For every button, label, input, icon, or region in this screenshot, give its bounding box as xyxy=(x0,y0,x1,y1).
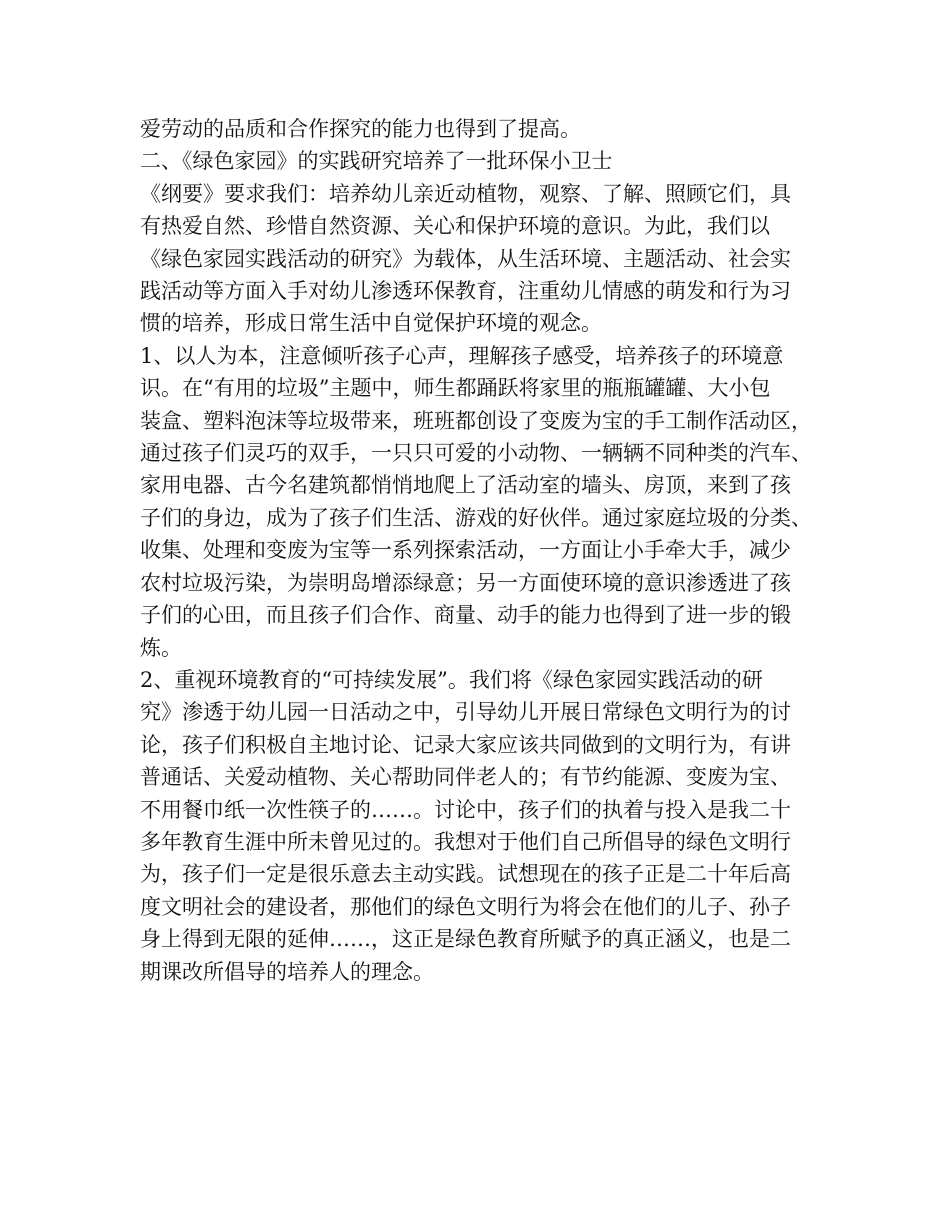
document-body xyxy=(140,113,830,988)
text-line: 《纲要》要求我们：培养幼儿亲近动植物，观察、了解、照顾它们，具 xyxy=(140,181,791,206)
section-heading: 二、《绿色家园》的实践研究培养了一批环保小卫士 xyxy=(140,149,613,174)
text-line: 装盒、塑料泡沫等垃圾带来，班班都创设了变废为宝的手工制作活动区， xyxy=(140,408,812,433)
text-line: 践活动等方面入手对幼儿渗透环保教育，注重幼儿情感的萌发和行为习 xyxy=(140,279,791,304)
text-line: 期课改所倡导的培养人的理念。 xyxy=(140,959,434,984)
text-line: 身上得到无限的延伸……，这正是绿色教育所赋予的真正涵义，也是二 xyxy=(140,927,791,952)
text-line: 多年教育生涯中所未曾见过的。我想对于他们自己所倡导的绿色文明行 xyxy=(140,829,791,854)
text-line: 家用电器、古今名建筑都悄悄地爬上了活动室的墙头、房顶，来到了孩 xyxy=(140,473,791,498)
text-line: 子们的身边，成为了孩子们生活、游戏的好伙伴。通过家庭垃圾的分类、 xyxy=(140,505,812,530)
text-line: 惯的培养，形成日常生活中自觉保护环境的观念。 xyxy=(140,311,602,336)
text-line: 究》渗透于幼儿园一日活动之中，引导幼儿开展日常绿色文明行为的讨 xyxy=(140,700,791,725)
text-line: 炼。 xyxy=(140,635,182,660)
text-line: 收集、处理和变废为宝等一系列探索活动，一方面让小手牵大手，减少 xyxy=(140,538,791,563)
text-line: 度文明社会的建设者，那他们的绿色文明行为将会在他们的儿子、孙子 xyxy=(140,894,791,919)
text-line: 子们的心田，而且孩子们合作、商量、动手的能力也得到了进一步的锻 xyxy=(140,603,791,628)
text-line: 2、重视环境教育的“可持续发展”。我们将《绿色家园实践活动的研 xyxy=(140,667,763,692)
text-line: 通过孩子们灵巧的双手，一只只可爱的小动物、一辆辆不同种类的汽车、 xyxy=(140,441,812,466)
text-line: 论，孩子们积极自主地讨论、记录大家应该共同做到的文明行为，有讲 xyxy=(140,732,791,757)
text-line: 识。在“有用的垃圾”主题中，师生都踊跃将家里的瓶瓶罐罐、大小包 xyxy=(140,376,771,401)
text-line: 普通话、关爱动植物、关心帮助同伴老人的；有节约能源、变废为宝、 xyxy=(140,765,791,790)
text-line: 爱劳动的品质和合作探究的能力也得到了提高。 xyxy=(140,117,581,141)
text-line: 1、以人为本，注意倾听孩子心声，理解孩子感受，培养孩子的环境意 xyxy=(140,343,784,368)
text-line: 不用餐巾纸一次性筷子的……。讨论中，孩子们的执着与投入是我二十 xyxy=(140,797,791,822)
text-line: 《绿色家园实践活动的研究》为载体，从生活环境、主题活动、社会实 xyxy=(140,246,791,271)
text-line: 农村垃圾污染，为崇明岛增添绿意；另一方面使环境的意识渗透进了孩 xyxy=(140,570,791,595)
text-line: 为，孩子们一定是很乐意去主动实践。试想现在的孩子正是二十年后高 xyxy=(140,862,791,887)
text-line: 有热爱自然、珍惜自然资源、关心和保护环境的意识。为此，我们以 xyxy=(140,214,770,239)
